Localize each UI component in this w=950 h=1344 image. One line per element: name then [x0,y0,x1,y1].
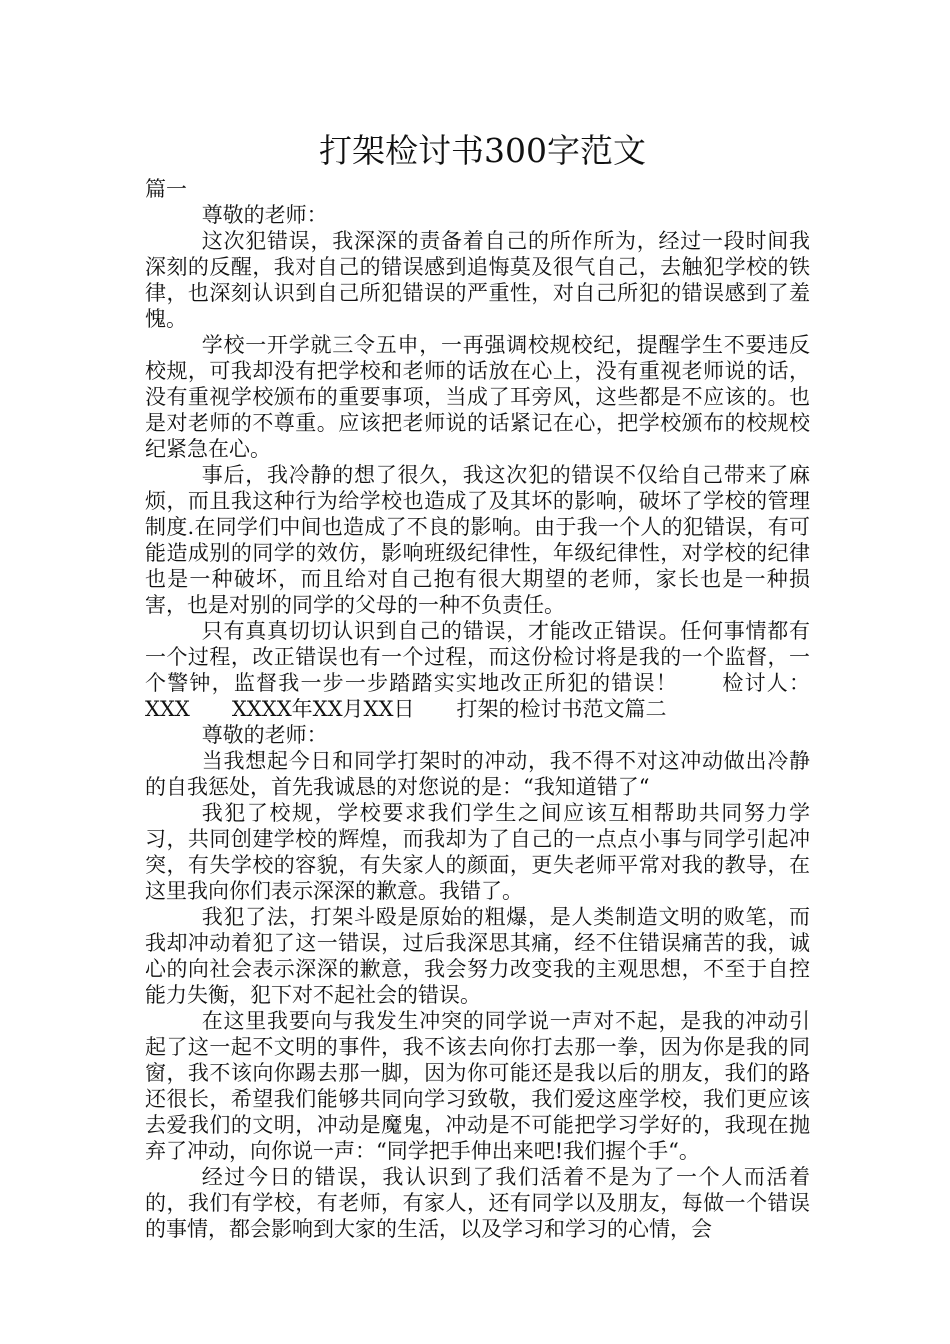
paragraph: 学校一开学就三令五申，一再强调校规校纪，提醒学生不要违反校规，可我却没有把学校和老师的话放在心上，没有重视老师说的话，没有重视学校颁布的重要事项，当成了耳旁风，这些都是不应该的。也是对老师的不尊重。应该把老师说的话紧记在心，把学校颁布的校规校纪紧急在心。 [145,333,810,461]
paragraph: 在这里我要向与我发生冲突的同学说一声对不起，是我的冲动引起了这一起不文明的事件，我不该去向你打去那一拳，因为你是我的同窗，我不该向你踢去那一脚，因为你可能还是我以后的朋友，我们的路还很长，希望我们能够共同向学习致敬，我们爱这座学校，我们更应该去爱我们的文明，冲动是魔鬼，冲动是不可能把学习学好的，我现在抛弃了冲动，向你说一声：“同学把手伸出来吧!我们握个手“。 [145,1009,810,1163]
paragraph: 这次犯错误，我深深的责备着自己的所作所为，经过一段时间我深刻的反醒，我对自己的错误感到追悔莫及很气自己，去触犯学校的铁律，也深刻认识到自己所犯错误的严重性，对自己所犯的错误感到了羞愧。 [145,229,810,331]
paragraph: 我犯了法，打架斗殴是原始的粗爆，是人类制造文明的败笔，而我却冲动着犯了这一错误，过后我深思其痛，经不住错误痛苦的我，诚心的向社会表示深深的歉意，我会努力改变我的主观思想，不至于自控能力失衡，犯下对不起社会的错误。 [145,905,810,1007]
salutation: 尊敬的老师： [201,723,328,747]
section-label: 篇一 [145,177,187,201]
paragraph: 经过今日的错误，我认识到了我们活着不是为了一个人而活着的，我们有学校，有老师，有家人，还有同学以及朋友，每做一个错误的事情，都会影响到大家的生活，以及学习和学习的心情，会 [145,1165,810,1241]
document-body [145,176,810,1242]
paragraph: 事后，我冷静的想了很久，我这次犯的错误不仅给自己带来了麻烦，而且我这种行为给学校也造成了及其坏的影响，破坏了学校的管理制度.在同学们中间也造成了不良的影响。由于我一个人的犯错误，有可能造成别的同学的效仿，影响班级纪律性，年级纪律性，对学校的纪律也是一种破坏，而且给对自己抱有很大期望的老师，家长也是一种损害，也是对别的同学的父母的一种不负责任。 [145,463,810,617]
paragraph: 我犯了校规，学校要求我们学生之间应该互相帮助共同努力学习，共同创建学校的辉煌，而我却为了自己的一点点小事与同学引起冲突，有失学校的容貌，有失家人的颜面，更失老师平常对我的教导，在这里我向你们表示深深的歉意。我错了。 [145,801,810,903]
paragraph: 只有真真切切认识到自己的错误，才能改正错误。任何事情都有一个过程，改正错误也有一个过程，而这份检讨将是我的一个监督，一个警钟，监督我一步一步踏踏实实地改正所犯的错误！ 检讨人：XXX XXXX年XX月XX日 打架的检讨书范文篇二 [145,619,810,721]
document-title: 打架检讨书300字范文 [319,131,646,170]
salutation: 尊敬的老师： [201,203,328,227]
paragraph: 当我想起今日和同学打架时的冲动，我不得不对这冲动做出冷静的自我惩处，首先我诚恳的对您说的是：“我知道错了“ [145,749,810,799]
